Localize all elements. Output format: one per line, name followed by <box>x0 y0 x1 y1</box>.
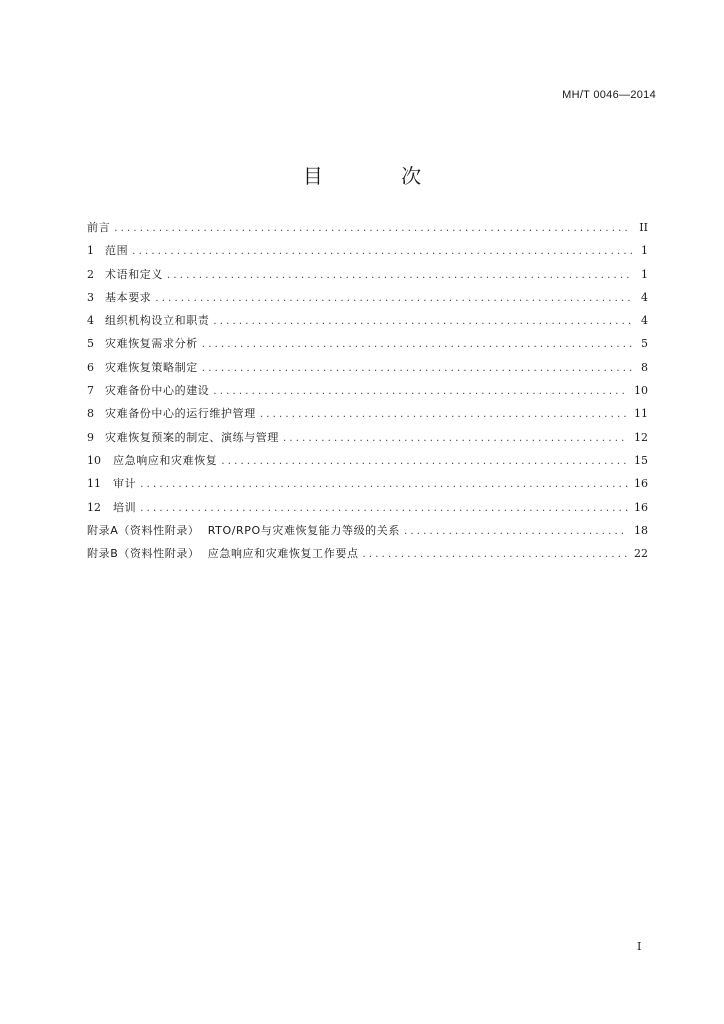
toc-entry-page: 16 <box>634 500 648 514</box>
toc-entry-label: 附录B（资料性附录） 应急响应和灾难恢复工作要点 <box>87 547 359 561</box>
toc-entry-6[interactable] <box>87 356 648 379</box>
toc-entry-appendix-b[interactable] <box>87 542 648 565</box>
toc-entry-label: 审计 <box>113 477 137 491</box>
toc-entry-page: II <box>639 221 648 234</box>
toc-entry-label: 应急响应和灾难恢复 <box>113 453 218 467</box>
toc-entry-number: 12 <box>87 500 101 514</box>
toc-entry-12[interactable] <box>87 496 648 519</box>
toc-entry-label: 灾难恢复预案的制定、演练与管理 <box>105 430 279 444</box>
toc-entry-number: 5 <box>87 337 94 351</box>
toc-entry-8[interactable] <box>87 402 648 425</box>
toc-entry-number: 10 <box>87 453 101 467</box>
toc-entry-page: 8 <box>641 360 648 374</box>
toc-entry-9[interactable] <box>87 426 648 449</box>
toc-leader-dots <box>260 403 628 426</box>
toc-entry-page: 5 <box>641 337 648 351</box>
toc-leader-dots <box>213 380 628 403</box>
toc-leader-dots <box>132 240 632 263</box>
toc-entry-number: 7 <box>87 384 94 398</box>
page-title: 目 次 <box>302 164 458 188</box>
toc-entry-4[interactable] <box>87 309 648 332</box>
toc-entry-1[interactable] <box>87 239 648 262</box>
toc-entry-label: 前言 <box>87 221 111 234</box>
toc-leader-dots <box>363 543 628 566</box>
toc-entry-number: 9 <box>87 430 94 444</box>
toc-leader-dots <box>202 333 632 356</box>
table-of-contents <box>87 216 648 565</box>
toc-entry-foreword[interactable] <box>87 216 648 239</box>
toc-entry-number: 2 <box>87 267 94 281</box>
toc-entry-11[interactable] <box>87 472 648 495</box>
toc-leader-dots <box>155 287 632 310</box>
toc-entry-label: 术语和定义 <box>105 267 163 281</box>
toc-entry-label: 灾难恢复策略制定 <box>105 360 198 374</box>
toc-entry-page: 16 <box>634 477 648 491</box>
toc-leader-dots <box>140 497 628 520</box>
toc-entry-10[interactable] <box>87 449 648 472</box>
toc-entry-number: 6 <box>87 360 94 374</box>
toc-entry-label: 灾难备份中心的建设 <box>105 384 210 398</box>
toc-entry-label: 范围 <box>105 244 129 258</box>
toc-leader-dots <box>213 310 632 333</box>
toc-entry-label: 培训 <box>113 500 137 514</box>
toc-leader-dots <box>167 264 632 287</box>
toc-leader-dots <box>202 357 632 380</box>
toc-entry-page: 11 <box>634 407 648 421</box>
toc-entry-label: 灾难恢复需求分析 <box>105 337 198 351</box>
toc-entry-page: 4 <box>641 314 648 328</box>
toc-entry-number: 8 <box>87 407 94 421</box>
toc-entry-page: 10 <box>634 384 648 398</box>
toc-entry-number: 1 <box>87 244 94 258</box>
toc-entry-7[interactable] <box>87 379 648 402</box>
toc-entry-number: 4 <box>87 314 94 328</box>
toc-entry-page: 1 <box>641 244 648 258</box>
toc-leader-dots <box>114 217 632 240</box>
toc-leader-dots <box>140 473 628 496</box>
toc-entry-page: 15 <box>634 453 648 467</box>
toc-leader-dots <box>404 520 628 543</box>
toc-entry-page: 4 <box>641 290 648 304</box>
toc-entry-page: 1 <box>641 267 648 281</box>
toc-entry-number: 3 <box>87 290 94 304</box>
toc-leader-dots <box>283 427 628 450</box>
page-number: I <box>637 940 642 953</box>
toc-entry-page: 12 <box>634 430 648 444</box>
toc-entry-page: 18 <box>634 523 648 537</box>
document-code: MH/T 0046—2014 <box>562 89 656 101</box>
toc-entry-label: 附录A（资料性附录） RTO/RPO与灾难恢复能力等级的关系 <box>87 523 400 537</box>
toc-entry-page: 22 <box>634 547 648 561</box>
toc-entry-label: 组织机构设立和职责 <box>105 314 210 328</box>
toc-entry-label: 基本要求 <box>105 290 152 304</box>
toc-entry-3[interactable] <box>87 286 648 309</box>
toc-entry-label: 灾难备份中心的运行维护管理 <box>105 407 256 421</box>
toc-entry-number: 11 <box>87 477 101 491</box>
toc-entry-appendix-a[interactable] <box>87 519 648 542</box>
toc-leader-dots <box>221 450 628 473</box>
toc-entry-5[interactable] <box>87 332 648 355</box>
toc-entry-2[interactable] <box>87 263 648 286</box>
